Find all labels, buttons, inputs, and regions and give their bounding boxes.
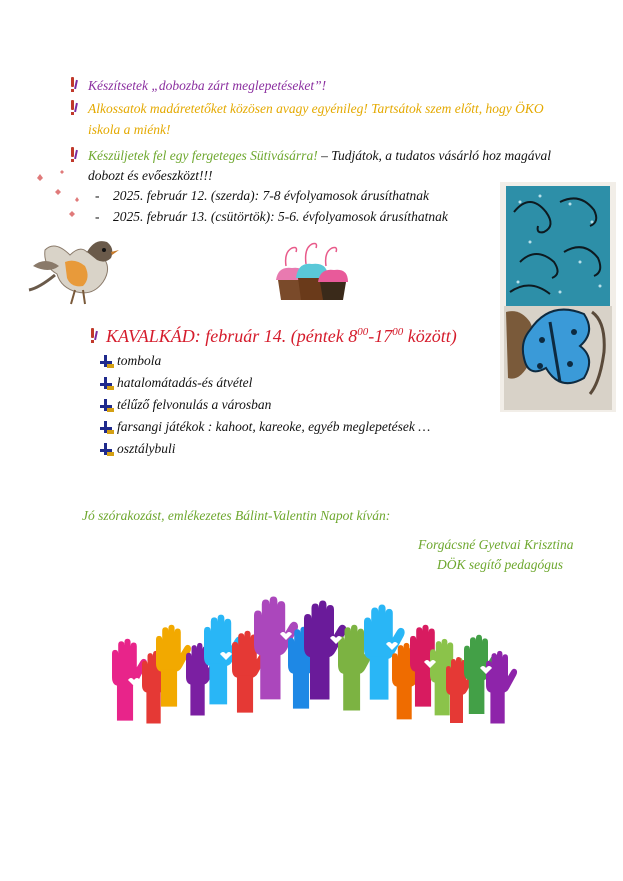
sub-dash: - bbox=[95, 188, 100, 203]
cupcakes-illustration bbox=[272, 238, 352, 304]
program-item: tombola bbox=[117, 353, 162, 368]
closing-wish: Jó szórakozást, emlékezetes Bálint-Valentin Napot kíván: bbox=[82, 508, 391, 523]
program-item: farsangi játékok : kahoot, kareoke, egyéb meglepetések … bbox=[117, 419, 431, 434]
exclamation-bullet-icon bbox=[68, 147, 80, 163]
signer-name: Forgácsné Gyetvai Krisztina bbox=[418, 537, 574, 552]
bullet-line-3 bbox=[88, 146, 551, 165]
raised-hands-illustration bbox=[108, 596, 528, 726]
kavalkad-title-pre: KAVALKÁD: február 14. (péntek 8 bbox=[106, 326, 358, 346]
bullet-line-2b: iskola a miénk! bbox=[88, 122, 171, 137]
kavalkad-time-sup-end: 00 bbox=[392, 326, 404, 338]
bird-illustration bbox=[25, 170, 120, 315]
exclamation-bullet-icon bbox=[68, 77, 80, 93]
bullet-line-3b: dobozt és evőeszközt!!! bbox=[88, 168, 213, 183]
checkmark-bullet-icon bbox=[100, 377, 114, 391]
kavalkad-title-mid: -17 bbox=[368, 326, 393, 346]
signer-role: DÖK segítő pedagógus bbox=[437, 557, 563, 572]
exclamation-bullet-icon bbox=[88, 328, 100, 344]
sub-dash: - bbox=[95, 209, 100, 224]
butterfly-box-photo bbox=[500, 182, 616, 412]
kavalkad-title-post: között) bbox=[403, 326, 457, 346]
exclamation-bullet-icon bbox=[68, 100, 80, 116]
program-item: hatalomátadás-és átvétel bbox=[117, 375, 253, 390]
program-item: télűző felvonulás a városban bbox=[117, 397, 272, 412]
checkmark-bullet-icon bbox=[100, 355, 114, 369]
checkmark-bullet-icon bbox=[100, 421, 114, 435]
kavalkad-time-sup-start: 00 bbox=[357, 326, 369, 338]
sutivasar-text: Készüljetek fel egy fergeteges Sütivásárra! bbox=[88, 148, 318, 163]
program-item: osztálybuli bbox=[117, 441, 176, 456]
sub-item-2: 2025. február 13. (csütörtök): 5-6. évfolyamosok árusíthatnak bbox=[113, 209, 448, 224]
checkmark-bullet-icon bbox=[100, 399, 114, 413]
checkmark-bullet-icon bbox=[100, 443, 114, 457]
sub-item-1: 2025. február 12. (szerda): 7-8 évfolyamosok árusíthatnak bbox=[113, 188, 429, 203]
bullet-line-2a: Alkossatok madáretetőket közösen avagy egyénileg! Tartsátok szem előtt, hogy ÖKO bbox=[88, 101, 544, 116]
tudatos-text: – Tudjátok, a tudatos vásárló hoz magával bbox=[317, 148, 551, 163]
kavalkad-title bbox=[106, 326, 457, 347]
bullet-line-1: Készítsetek „dobozba zárt meglepetéseket”! bbox=[88, 78, 327, 93]
